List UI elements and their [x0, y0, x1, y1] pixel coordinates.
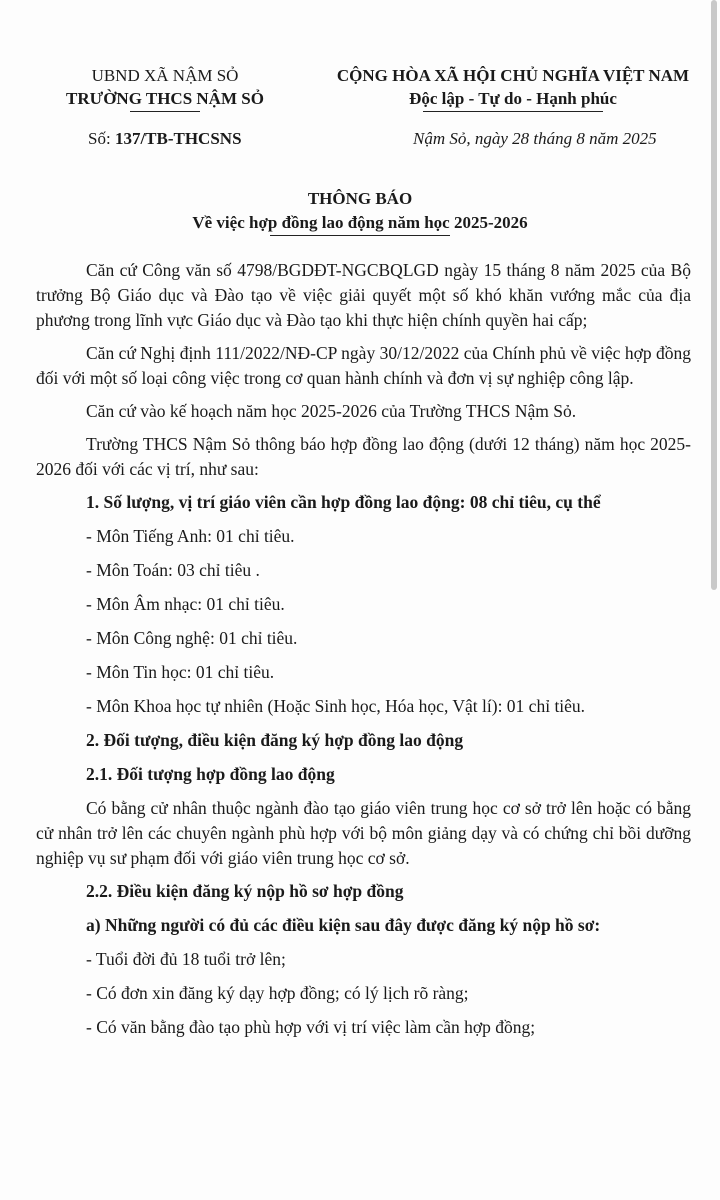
- list-item: - Môn Tin học: 01 chỉ tiêu.: [86, 662, 275, 682]
- notice-title-block: [0, 187, 720, 236]
- section-2-2-heading: 2.2. Điều kiện đăng ký nộp hồ sơ hợp đồng: [86, 881, 404, 901]
- issuing-agency-block: [40, 64, 290, 112]
- section-1-heading: 1. Số lượng, vị trí giáo viên cần hợp đồng lao động: 08 chỉ tiêu, cụ thể: [86, 492, 601, 512]
- national-motto-block: [310, 64, 716, 112]
- nation-motto: Độc lập - Tự do - Hạnh phúc: [409, 89, 617, 108]
- section-2-heading: 2. Đối tượng, điều kiện đăng ký hợp đồng lao động: [86, 730, 464, 750]
- list-item: - Môn Tiếng Anh: 01 chỉ tiêu.: [86, 526, 295, 546]
- list-item: - Môn Toán: 03 chỉ tiêu .: [86, 560, 260, 580]
- motto-underline: [423, 111, 603, 112]
- list-item: - Có văn bằng đào tạo phù hợp với vị trí việc làm cần hợp đồng;: [86, 1017, 536, 1037]
- nation-name: CỘNG HÒA XÃ HỘI CHỦ NGHĨA VIỆT NAM: [336, 66, 690, 85]
- notice-subtitle: Về việc hợp đồng lao động năm học 2025-2026: [192, 213, 528, 232]
- list-item: - Môn Khoa học tự nhiên (Hoặc Sinh học, Hóa học, Vật lí): 01 chỉ tiêu.: [86, 696, 586, 716]
- agency-commune: UBND XÃ NẬM SỎ: [91, 66, 239, 85]
- paragraph-legal-basis-2: Căn cứ Nghị định 111/2022/NĐ-CP ngày 30/12/2022 của Chính phủ về việc hợp đồng đối với một số loại công việc trong cơ quan hành chính và đơn vị sự nghiệp công lập.: [36, 343, 691, 388]
- document-number-label: Số:: [88, 129, 111, 148]
- section-2-1-heading: 2.1. Đối tượng hợp đồng lao động: [86, 764, 335, 784]
- document-number-value: 137/TB-THCSNS: [114, 129, 242, 148]
- section-2-1-text: Có bằng cử nhân thuộc ngành đào tạo giáo viên trung học cơ sở trở lên hoặc có bằng cử nhân trở lên các chuyên ngành phù hợp với bộ môn giảng dạy và có chứng chỉ bồi dưỡng nghiệp vụ sư phạm đối với giáo viên trung học cơ sở.: [36, 798, 691, 868]
- place-date: Nậm Sỏ, ngày 28 tháng 8 năm 2025: [413, 129, 657, 148]
- list-item: - Tuổi đời đủ 18 tuổi trở lên;: [86, 949, 286, 969]
- paragraph-legal-basis-3: Căn cứ vào kế hoạch năm học 2025-2026 của Trường THCS Nậm Sỏ.: [86, 401, 577, 421]
- paragraph-announcement: Trường THCS Nậm Sỏ thông báo hợp đồng lao động (dưới 12 tháng) năm học 2025-2026 đối với các vị trí, như sau:: [36, 434, 691, 479]
- paragraph-legal-basis-1: Căn cứ Công văn số 4798/BGDĐT-NGCBQLGD ngày 15 tháng 8 năm 2025 của Bộ trưởng Bộ Giáo dục và Đào tạo về việc giải quyết một số khó khăn vướng mắc của địa phương trong lĩnh vực Giáo dục và Đào tạo khi thực hiện chính quyền hai cấp;: [36, 260, 691, 330]
- list-item: - Có đơn xin đăng ký dạy hợp đồng; có lý lịch rõ ràng;: [86, 983, 469, 1003]
- notice-title: THÔNG BÁO: [307, 189, 413, 208]
- title-underline: [270, 235, 450, 236]
- section-2-2a-heading: a) Những người có đủ các điều kiện sau đây được đăng ký nộp hồ sơ:: [86, 915, 601, 935]
- list-item: - Môn Công nghệ: 01 chỉ tiêu.: [86, 628, 298, 648]
- document-number: [88, 129, 242, 149]
- list-item: - Môn Âm nhạc: 01 chỉ tiêu.: [86, 594, 285, 614]
- document-body: [36, 258, 691, 1049]
- agency-school: TRƯỜNG THCS NẬM SỎ: [66, 89, 264, 108]
- agency-underline: [130, 111, 200, 112]
